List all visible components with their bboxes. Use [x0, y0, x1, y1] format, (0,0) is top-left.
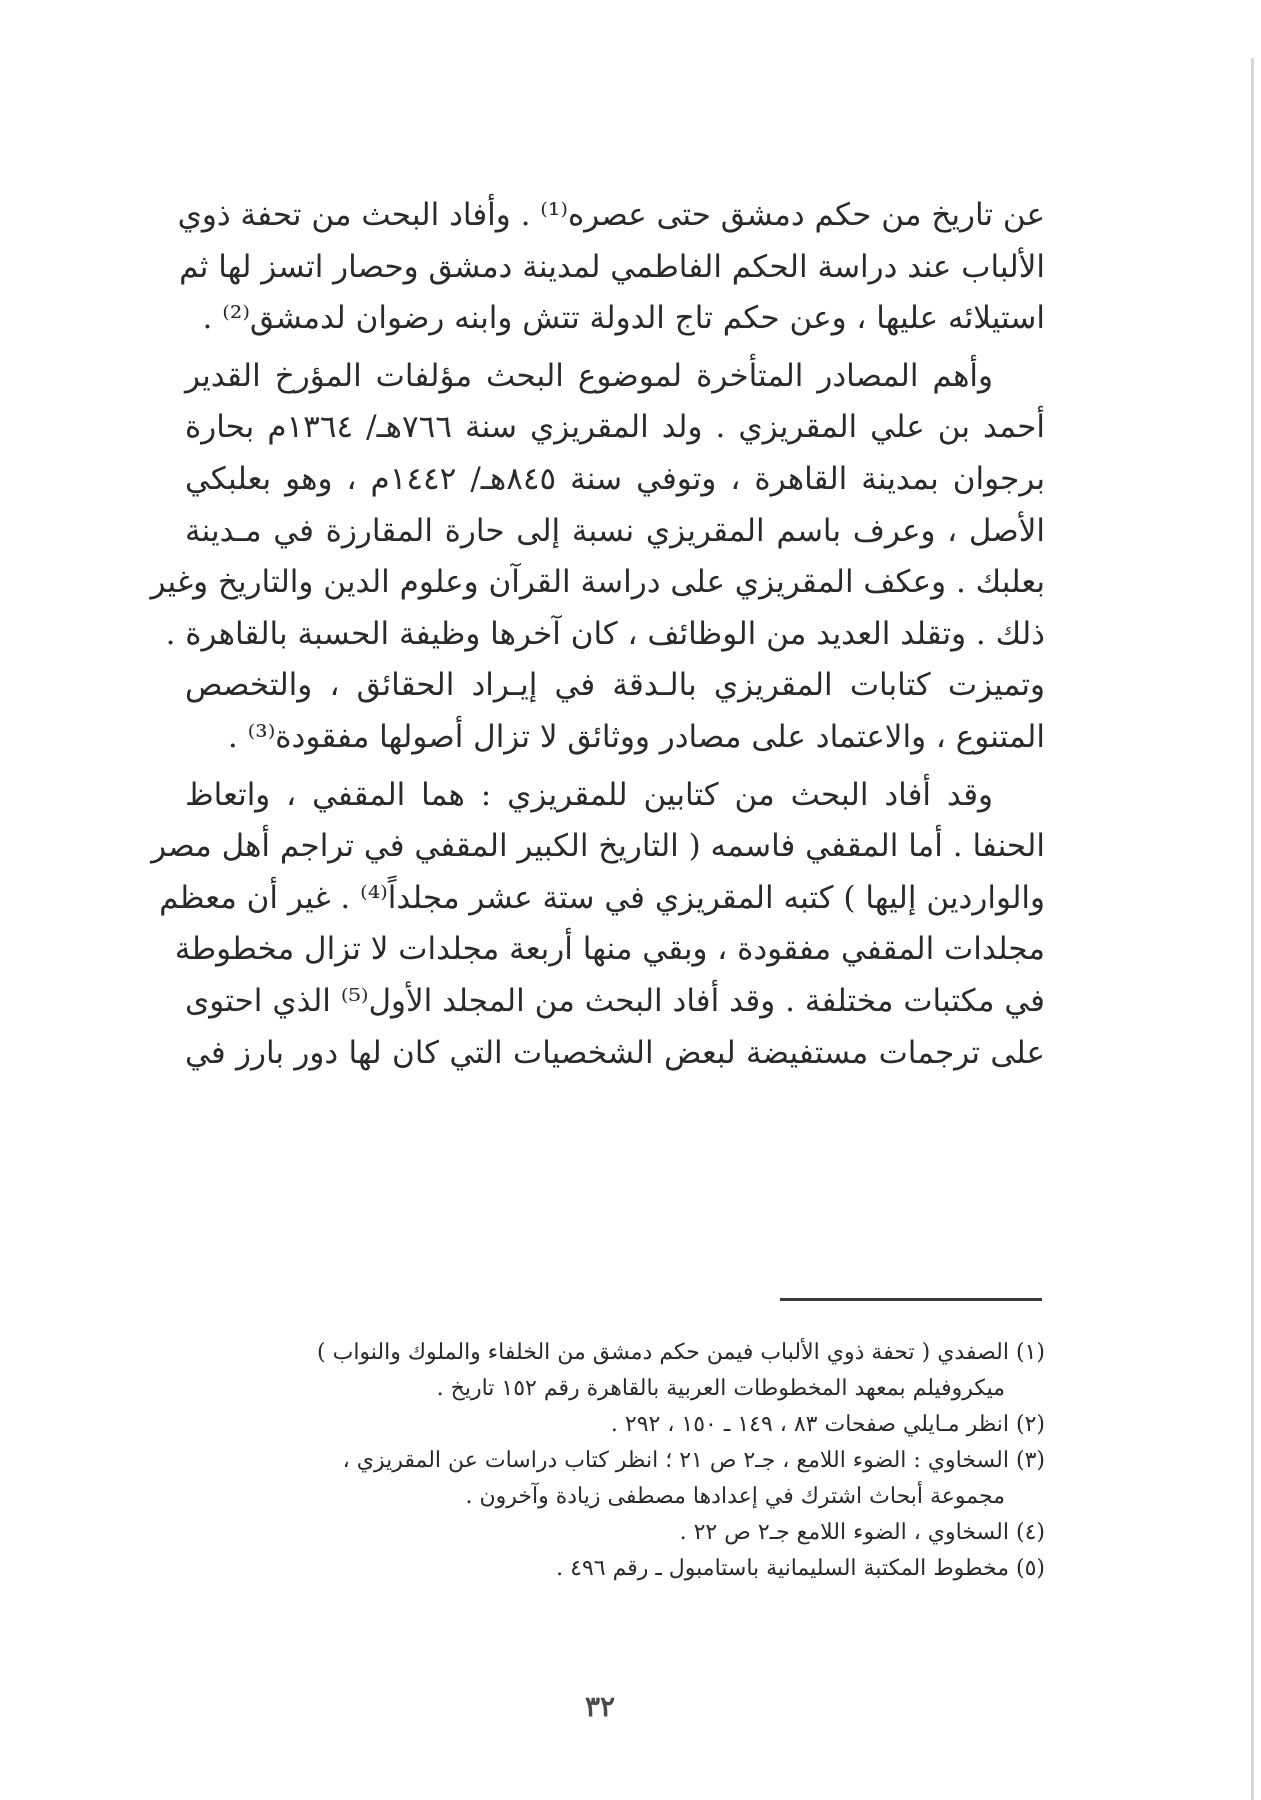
footnote-5 [185, 1551, 1045, 1587]
text-line: الحنفا . أما المقفي فاسمه ( التاريخ الكبير المقفي في تراجم أهل مصر [151, 828, 1045, 865]
scan-edge-line [1251, 58, 1254, 1800]
footnote-line: (١) الصفدي ( تحفة ذوي الألباب فيمن حكم دمشق من الخلفاء والملوك والنواب ) [317, 1340, 1045, 1365]
text-line: وقد أفاد البحث من كتابين للمقريزي : هما المقفي ، واتعاظ [185, 776, 993, 813]
page-number: ٣٢ [584, 1690, 616, 1723]
text-line: برجوان بمدينة القاهرة ، وتوفي سنة ٨٤٥هـ/ ١٤٤٢م ، وهو بعلبكي [185, 460, 1045, 497]
text-line: استيلائه عليها ، وعن حكم تاج الدولة تتش وابنه رضوان لدمشق⁽²⁾ . [202, 300, 1045, 337]
text-line: أحمد بن علي المقريزي . ولد المقريزي سنة ٧٦٦هـ/ ١٣٦٤م بحارة [185, 409, 1045, 446]
text-line: وأهم المصادر المتأخرة لموضوع البحث مؤلفات المؤرخ القدير [185, 357, 993, 394]
paragraph-3 [151, 770, 1045, 1080]
text-line: والواردين إليها ) كتبه المقريزي في ستة عشر مجلداً⁽⁴⁾ . غير أن معظم [159, 879, 1045, 916]
paragraph-1 [177, 190, 1045, 345]
text-line: في مكتبات مختلفة . وقد أفاد البحث من المجلد الأول⁽⁵⁾ الذي احتوى [185, 982, 1045, 1019]
text-line: مجلدات المقفي مفقودة ، وبقي منها أربعة مجلدات لا تزال مخطوطة [174, 931, 1045, 968]
text-line: عن تاريخ من حكم دمشق حتى عصره⁽¹⁾ . وأفاد البحث من تحفة ذوي [177, 197, 1045, 233]
footnote-line: (٥) مخطوط المكتبة السليمانية باستامبول ـ رقم ٤٩٦ . [556, 1556, 1045, 1581]
body-text [150, 190, 1045, 1085]
footnote-2 [185, 1407, 1045, 1443]
text-line: على ترجمات مستفيضة لبعض الشخصيات التي كان لها دور بارز في [185, 1034, 1045, 1071]
footnote-1 [185, 1335, 1045, 1407]
footnote-4 [185, 1515, 1045, 1551]
footnote-line: (٣) السخاوي : الضوء اللامع ، جـ٢ ص ٢١ ؛ انظر كتاب دراسات عن المقريزي ، [342, 1448, 1045, 1473]
footnotes [185, 1335, 1045, 1587]
footnote-line: (٤) السخاوي ، الضوء اللامع جـ٢ ص ٢٢ . [679, 1520, 1045, 1545]
footnote-line: ميكروفيلم بمعهد المخطوطات العربية بالقاهرة رقم ١٥٢ تاريخ . [436, 1376, 1005, 1401]
text-line: بعلبك . وعكف المقريزي على دراسة القرآن وعلوم الدين والتاريخ وغير [150, 564, 1045, 601]
footnote-line: (٢) انظر مـايلي صفحات ٨٣ ، ١٤٩ ـ ١٥٠ ، ٢٩٢ . [610, 1412, 1045, 1437]
text-line: ذلك . وتقلد العديد من الوظائف ، كان آخرها وظيفة الحسبة بالقاهرة . [165, 615, 1045, 652]
footnote-3 [185, 1443, 1045, 1515]
footnote-line: مجموعة أبحاث اشترك في إعدادها مصطفى زيادة وآخرون . [465, 1484, 1005, 1509]
footnote-separator [780, 1298, 1042, 1301]
text-line: الألباب عند دراسة الحكم الفاطمي لمدينة دمشق وحصار اتسز لها ثم [179, 248, 1045, 285]
text-line: وتميزت كتابات المقريزي بالـدقة في إيـراد الحقائق ، والتخصص [185, 667, 1045, 704]
text-line: الأصل ، وعرف باسم المقريزي نسبة إلى حارة المقارزة في مـدينة [185, 512, 1045, 549]
text-line: المتنوع ، والاعتماد على مصادر ووثائق لا تزال أصولها مفقودة⁽³⁾ . [227, 718, 1045, 755]
paragraph-2 [150, 351, 1045, 764]
